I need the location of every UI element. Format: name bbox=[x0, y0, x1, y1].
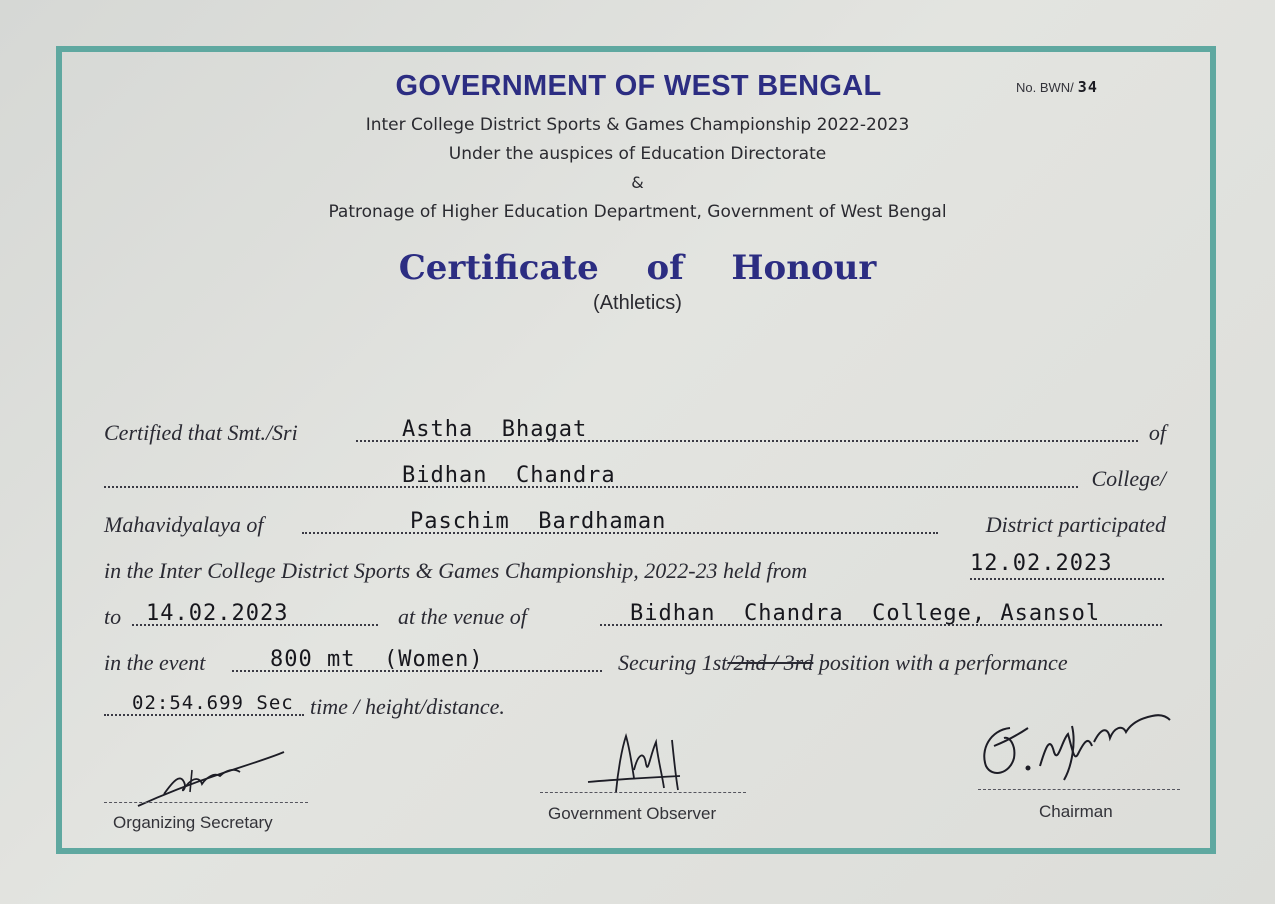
district-line bbox=[104, 502, 1166, 542]
chairman-signature bbox=[976, 706, 1176, 786]
serial-number bbox=[1016, 78, 1098, 96]
college-label: College/ bbox=[1091, 466, 1166, 491]
government-observer-signature bbox=[580, 730, 690, 800]
championship-dates-line bbox=[104, 548, 1166, 588]
chairman-label: Chairman bbox=[1039, 802, 1113, 821]
position-third-separator: / 3rd bbox=[766, 650, 814, 675]
event-name: 800 mt (Women) bbox=[270, 647, 484, 672]
certificate-title: Certificate of Honour bbox=[398, 248, 877, 288]
government-observer-label: Government Observer bbox=[548, 804, 717, 823]
name-line bbox=[104, 410, 1166, 450]
from-date-dots bbox=[970, 578, 1164, 580]
position-suffix: position with a performance bbox=[818, 650, 1068, 675]
venue-name: Bidhan Chandra College, Asansol bbox=[630, 601, 1101, 626]
ampersand-line: & bbox=[631, 173, 644, 192]
participant-name: Astha Bhagat bbox=[402, 417, 588, 442]
auspices-line: Under the auspices of Education Directorate bbox=[448, 144, 827, 164]
to-date: 14.02.2023 bbox=[146, 601, 289, 626]
college-line bbox=[104, 456, 1166, 496]
performance-value: 02:54.699 Sec bbox=[132, 692, 294, 714]
observer-signature-line bbox=[540, 792, 746, 793]
district-name: Paschim Bardhaman bbox=[410, 509, 667, 534]
securing-label: Securing bbox=[618, 650, 697, 675]
organizing-signature-line bbox=[104, 802, 308, 803]
of-label: of bbox=[1148, 420, 1166, 445]
performance-suffix: time / height/distance. bbox=[310, 694, 505, 719]
event-label: in the event bbox=[104, 650, 206, 675]
event-line bbox=[104, 640, 1166, 680]
position-second: /2nd bbox=[727, 650, 767, 675]
chairman-signature-line bbox=[978, 789, 1180, 790]
venue-label: at the venue of bbox=[398, 604, 527, 629]
championship-label: in the Inter College District Sports & Games Championship, 2022-23 held from bbox=[104, 558, 808, 583]
serial-value: 34 bbox=[1077, 78, 1098, 96]
serial-label: No. BWN/ bbox=[1016, 80, 1074, 95]
championship-line: Inter College District Sports & Games Championship 2022-2023 bbox=[365, 115, 910, 135]
venue-line bbox=[104, 594, 1166, 634]
patronage-line: Patronage of Higher Education Department, Government of West Bengal bbox=[328, 202, 947, 222]
certificate-subtitle: (Athletics) bbox=[593, 292, 682, 314]
position-first: 1st bbox=[701, 650, 728, 675]
organizing-secretary-label: Organizing Secretary bbox=[113, 813, 273, 832]
certified-label: Certified that Smt./Sri bbox=[104, 420, 298, 445]
college-name: Bidhan Chandra bbox=[402, 463, 616, 488]
mahavidyalaya-label: Mahavidyalaya of bbox=[104, 512, 264, 537]
performance-dots bbox=[104, 714, 304, 716]
position-text bbox=[618, 650, 1068, 676]
district-label: District participated bbox=[985, 512, 1166, 537]
government-title: GOVERNMENT OF WEST BENGAL bbox=[395, 70, 882, 102]
from-date: 12.02.2023 bbox=[970, 551, 1113, 576]
to-label: to bbox=[104, 604, 122, 629]
